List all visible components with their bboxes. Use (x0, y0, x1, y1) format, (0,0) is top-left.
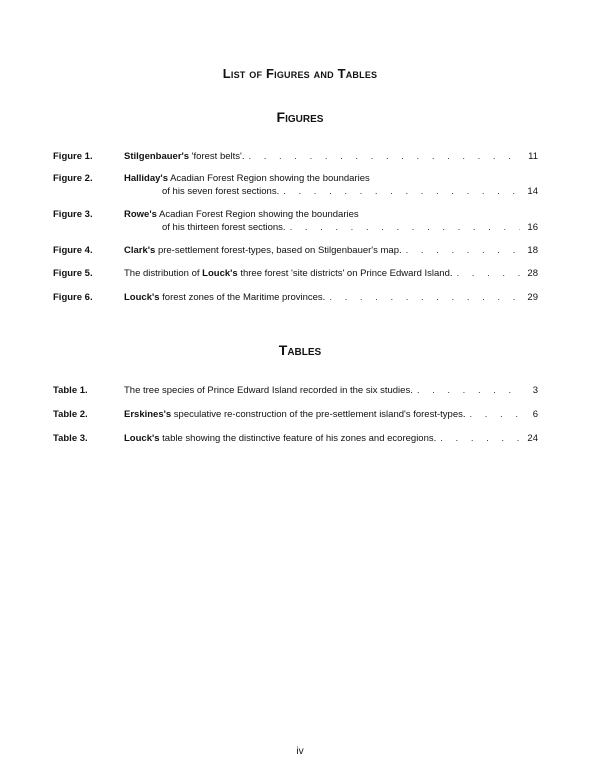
entry-title-cont: of his thirteen forest sections. (162, 222, 286, 233)
entry-label: Table 2. (53, 409, 88, 420)
entry-title-prefix: The distribution of (124, 268, 203, 279)
page-ref: 18 (527, 245, 538, 256)
page-ref: 24 (527, 433, 538, 444)
entry-title: forest zones of the Maritime provinces. (159, 292, 326, 303)
dot-leader (470, 408, 521, 421)
entry-title: table showing the distinctive feature of his zones and ecoregions. (159, 433, 437, 444)
entry-title: three forest 'site districts' on Prince Edward Island. (237, 268, 453, 279)
entry-label: Figure 1. (53, 151, 93, 162)
dot-leader (417, 384, 520, 397)
author-name: Louck's (202, 268, 238, 279)
entry-label: Figure 6. (53, 292, 93, 303)
author-name: Stilgenbauer's (124, 151, 190, 162)
dot-leader (457, 267, 520, 280)
dot-leader (248, 150, 520, 163)
author-name: Louck's (124, 433, 160, 444)
entry-label: Table 3. (53, 433, 88, 444)
author-name: Louck's (124, 292, 160, 303)
page-number: iv (296, 746, 304, 757)
dot-leader (329, 291, 520, 304)
entry-label: Figure 3. (53, 209, 93, 220)
entry-label: Figure 5. (53, 268, 93, 279)
author-name: Halliday's (124, 173, 168, 184)
page-ref: 6 (532, 409, 538, 420)
author-name: Erskines's (124, 409, 172, 420)
figures-heading: Figures (276, 109, 324, 125)
entry-title: speculative re-construction of the pre-settlement island's forest-types. (171, 409, 466, 420)
entry-title: 'forest belts'. (189, 151, 245, 162)
page-ref: 29 (527, 292, 538, 303)
entry-label: Table 1. (53, 385, 88, 396)
page-ref: 16 (527, 222, 538, 233)
entry-title: pre-settlement forest-types, based on Stilgenbauer's map. (155, 245, 402, 256)
tables-heading: Tables (278, 342, 322, 358)
entry-title: Acadian Forest Region showing the boundaries (156, 209, 359, 220)
page-ref: 28 (527, 268, 538, 279)
entry-label: Figure 4. (53, 245, 93, 256)
entry-title: The tree species of Prince Edward Island recorded in the six studies. (124, 385, 413, 396)
entry-title-cont: of his seven forest sections. (162, 186, 280, 197)
dot-leader (440, 432, 520, 445)
page-title: List of Figures and Tables (222, 66, 378, 81)
page-ref: 14 (527, 186, 538, 197)
author-name: Rowe's (124, 209, 157, 220)
dot-leader (283, 185, 520, 198)
dot-leader (406, 244, 520, 257)
page-ref: 11 (528, 151, 538, 162)
author-name: Clark's (124, 245, 156, 256)
dot-leader (290, 221, 520, 234)
page-ref: 3 (532, 385, 538, 396)
entry-label: Figure 2. (53, 173, 93, 184)
entry-title: Acadian Forest Region showing the boundaries (167, 173, 370, 184)
